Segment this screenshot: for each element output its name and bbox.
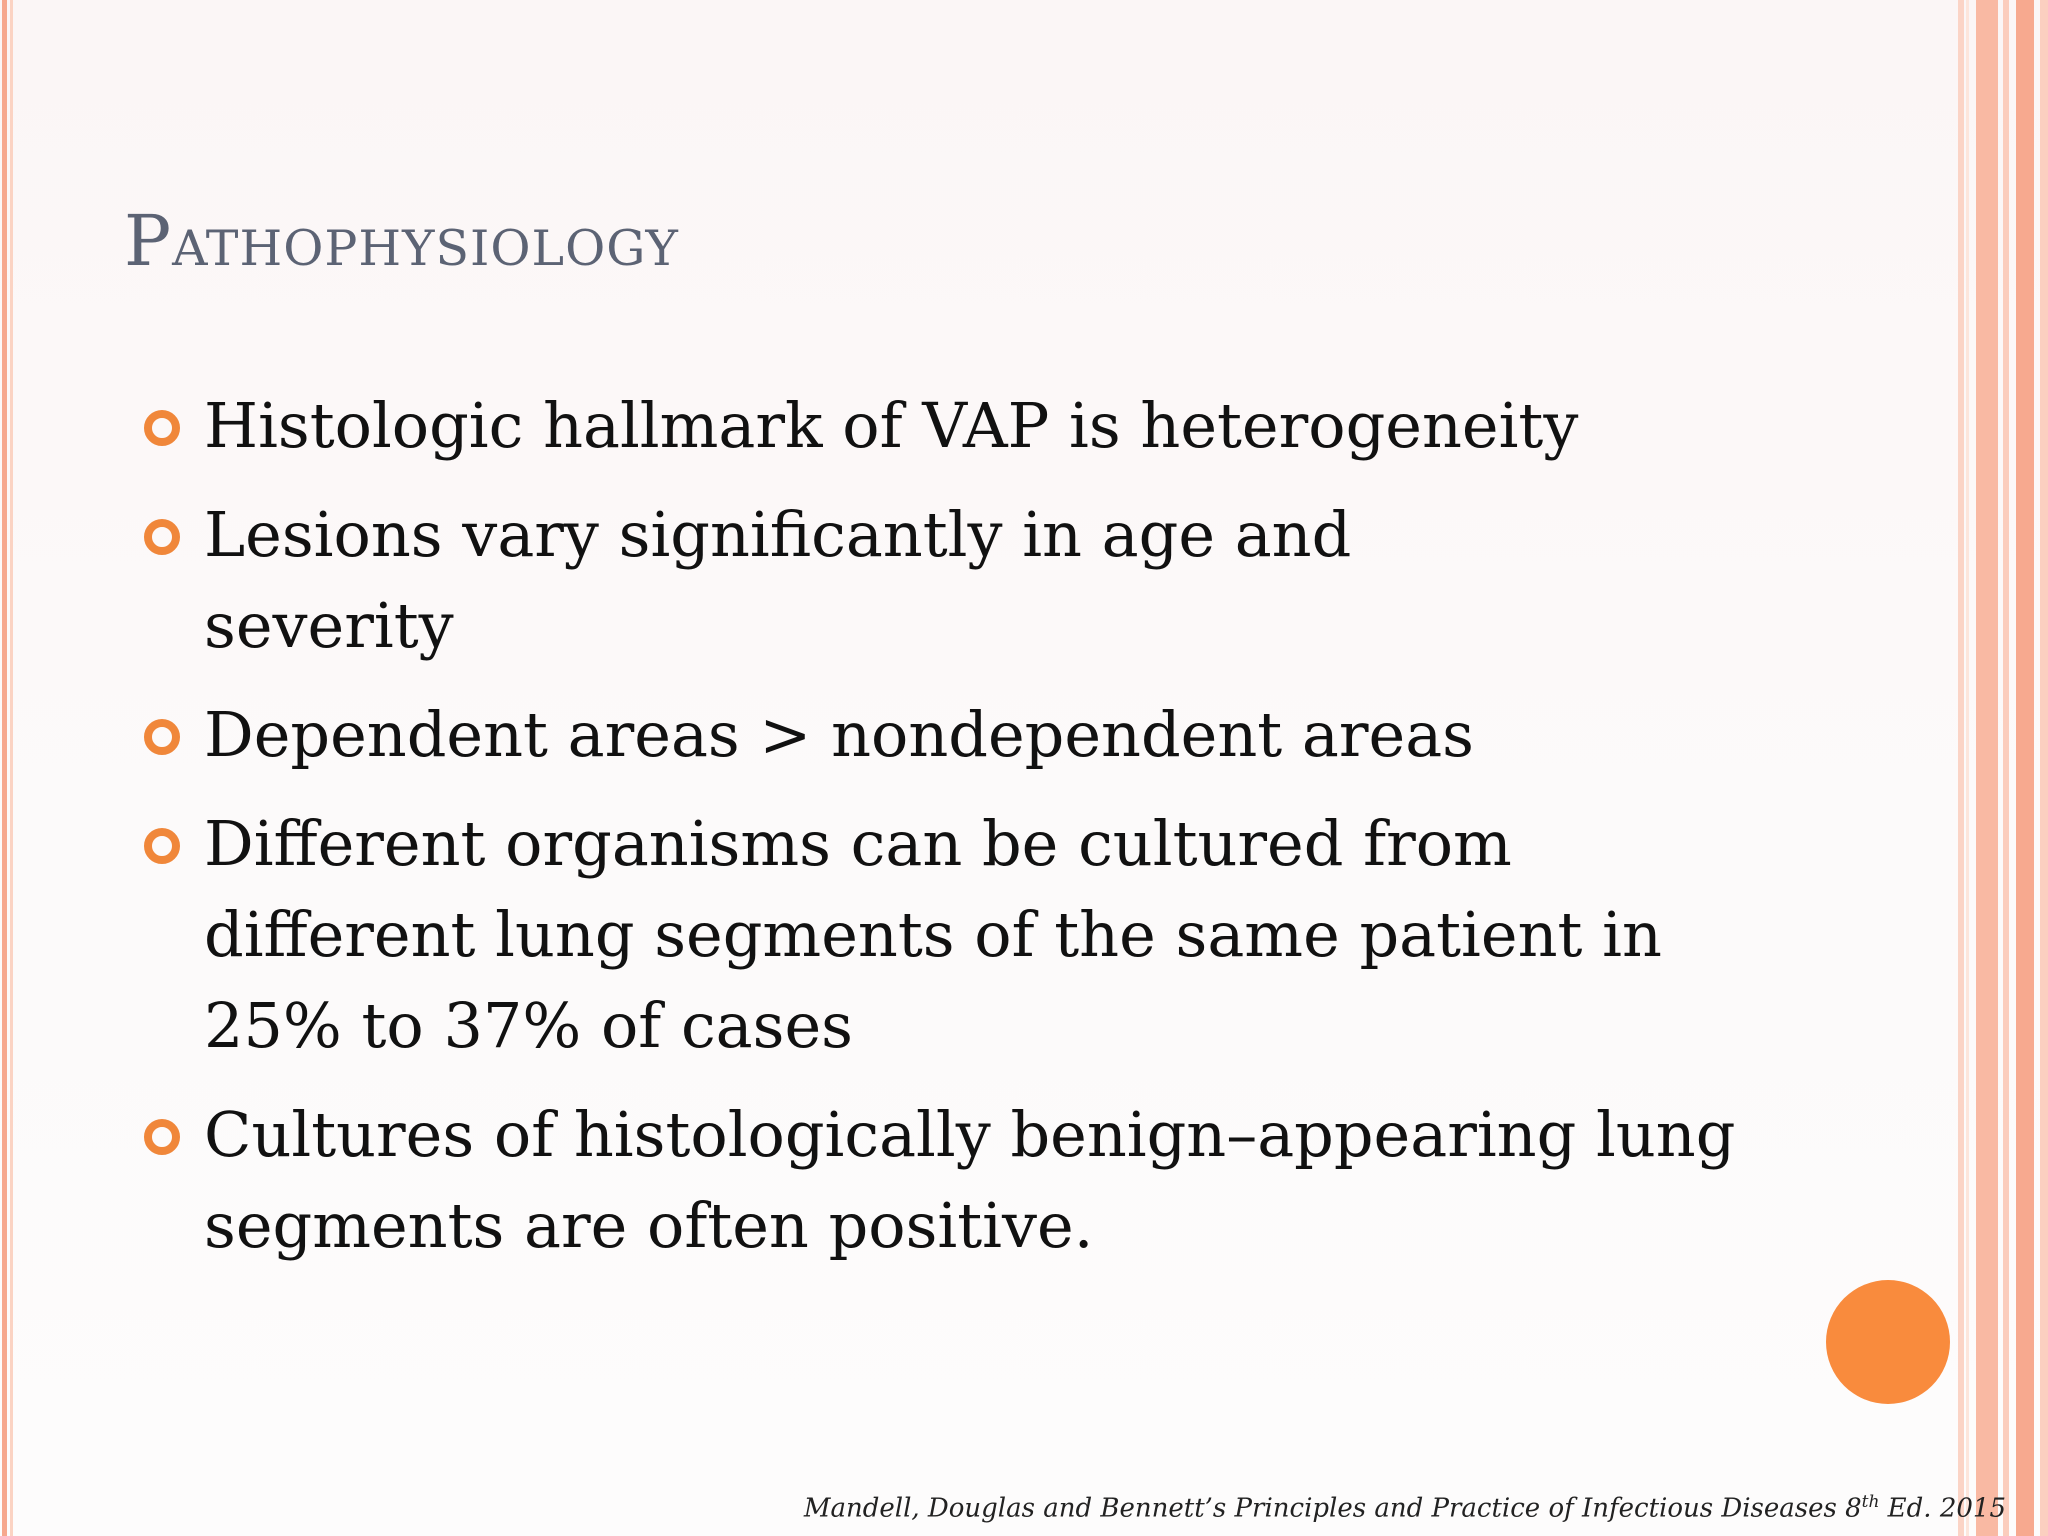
bullet-ring-icon (144, 828, 180, 864)
right-stripe-1 (1958, 0, 1964, 1536)
left-border-line (2, 0, 7, 1536)
right-stripe-3 (1976, 0, 1998, 1536)
right-stripe-4 (2003, 0, 2009, 1536)
bullet-item (140, 1089, 1800, 1271)
bullet-text: Histologic hallmark of VAP is heterogeneity (204, 389, 1579, 462)
slide-title: Pathophysiology (124, 200, 679, 282)
citation-tail: Ed. 2015 (1879, 1493, 2006, 1524)
right-stripe-6 (2040, 0, 2048, 1536)
left-border-line-inner (10, 0, 13, 1536)
bullet-ring-icon (144, 519, 180, 555)
orange-circle-decoration (1826, 1280, 1950, 1404)
bullet-ring-icon (144, 410, 180, 446)
bullet-text: Dependent areas > nondependent areas (204, 698, 1474, 771)
right-stripe-2 (1966, 0, 1969, 1536)
bullet-item (140, 798, 1800, 1071)
bullet-ring-icon (144, 719, 180, 755)
bullet-text: Lesions vary significantly in age and severity (204, 498, 1352, 662)
bullet-text: Cultures of histologically benign–appearing lung segments are often positive. (204, 1098, 1736, 1262)
citation-superscript: th (1861, 1492, 1880, 1512)
bullet-list (140, 380, 1800, 1289)
bullet-item (140, 489, 1800, 671)
citation-main: Mandell, Douglas and Bennett’s Principles and Practice of Infectious Diseases 8 (803, 1493, 1862, 1524)
bullet-text: Different organisms can be cultured from different lung segments of the same patient in 25% to 37% of cases (204, 807, 1662, 1062)
bullet-ring-icon (144, 1119, 180, 1155)
bullet-item (140, 689, 1800, 780)
citation (804, 1492, 2006, 1524)
right-stripe-5 (2016, 0, 2034, 1536)
bullet-item (140, 380, 1800, 471)
